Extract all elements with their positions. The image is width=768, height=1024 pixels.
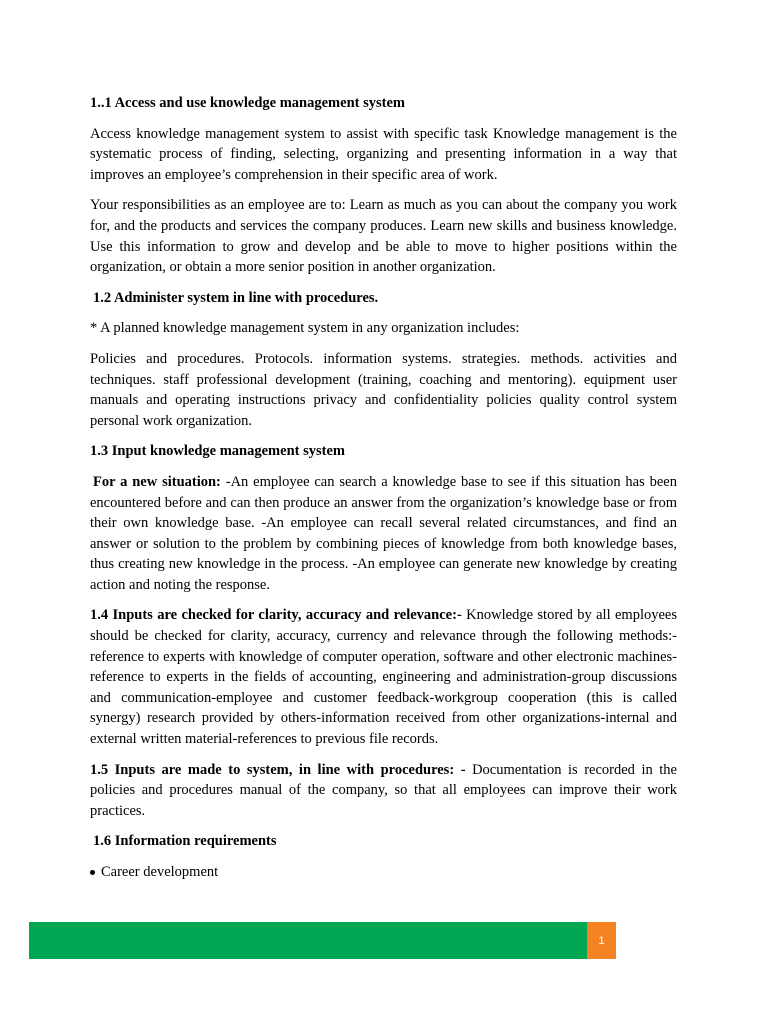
list-item: Career development <box>90 862 677 883</box>
section-1-1-paragraph-1: Access knowledge management system to assist with specific task Knowledge management is the systematic process of finding, selecting, organizing and presenting information in a way that improves an employee’s comprehension in their specific area of work. <box>90 125 677 183</box>
section-1-5-body: Documentation is recorded in the policies and procedures manual of the company, so that all employees can improve their work practices. <box>90 761 677 819</box>
section-1-2-paragraph-2: Policies and procedures. Protocols. information systems. strategies. methods. activities and techniques. staff professional development (training, coaching and mentoring). equipment user manuals and operating instructions privacy and confidentiality policies quality control system personal work organization. <box>90 350 677 429</box>
section-1-3-paragraph <box>90 472 677 596</box>
page-number: 1 <box>587 922 616 959</box>
information-requirements-list <box>90 862 677 883</box>
section-heading-1-2: 1.2 Administer system in line with procedures. <box>93 289 379 306</box>
section-1-4-heading: 1.4 Inputs are checked for clarity, accuracy and relevance:- <box>90 607 462 624</box>
section-1-2-paragraph-1: * A planned knowledge management system in any organization includes: <box>90 320 520 337</box>
section-heading-1-3: 1.3 Input knowledge management system <box>90 443 345 460</box>
section-1-3-body: -An employee can search a knowledge base to see if this situation has been encountered before and can then produce an answer from the organization’s knowledge base or from their own knowledge base. -An employee can recall several related circumstances, and find an answer or solution to the problem by combining pieces of knowledge from both knowledge bases, thus creating new knowledge in the process. -An employee can generate new knowledge by creating action and noting the response. <box>90 473 677 593</box>
section-1-1-paragraph-2: Your responsibilities as an employee are to: Learn as much as you can about the company you work for, and the products and services the company produces. Learn new skills and business knowledge. Use this information to grow and develop and be able to move to higher positions within the organization, or obtain a more senior position in another organization. <box>90 197 677 276</box>
section-1-4-body: Knowledge stored by all employees should be checked for clarity, accuracy, currency and relevance through the following methods:-reference to experts with knowledge of computer operation, software and other electronic machines-reference to experts in the fields of accounting, engineering and administration-group discussions and communication-employee and customer feedback-workgroup cooperation (this is called synergy) research provided by others-information received from other organizations-internal and external written material-references to previous file records. <box>90 607 678 748</box>
document-body <box>90 93 677 883</box>
section-heading-1-6: 1.6 Information requirements <box>93 833 277 850</box>
section-1-5-heading: 1.5 Inputs are made to system, in line with procedures: - <box>90 761 466 778</box>
section-1-4-paragraph <box>90 605 677 749</box>
section-1-3-lead: For a new situation: <box>93 473 221 490</box>
section-heading-1-1: 1..1 Access and use knowledge management system <box>90 95 405 111</box>
footer-bar <box>29 922 587 959</box>
section-1-5-paragraph <box>90 760 677 822</box>
